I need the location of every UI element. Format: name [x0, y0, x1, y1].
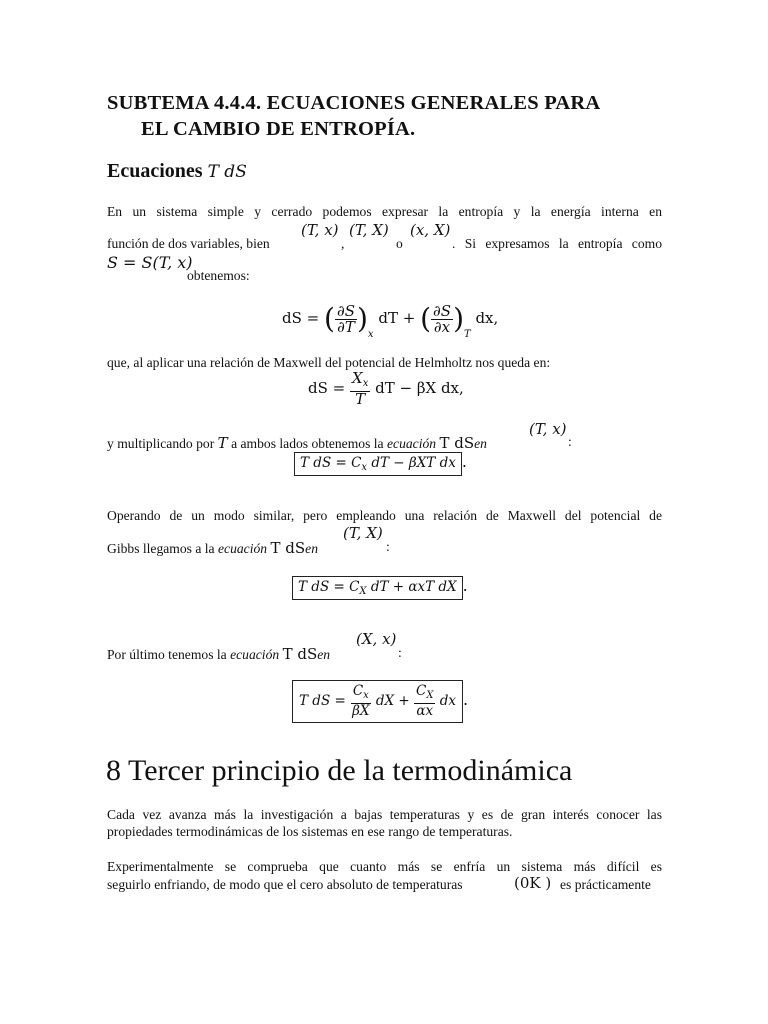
- eq2-den: T: [355, 390, 366, 408]
- eq1-mid: dT +: [378, 309, 416, 327]
- paragraph-6-line-1: Cada vez avanza más la investigación a bajas temperaturas y es de gran interés conocer las: [107, 807, 662, 822]
- vars-T-X-2: (T, X): [343, 524, 383, 542]
- section-title: 8 Tercer principio de la termodinámica: [106, 754, 573, 787]
- subtopic-heading: [107, 90, 662, 142]
- eq1-den2: ∂x: [433, 317, 451, 336]
- subheading-math: T dS: [207, 162, 247, 182]
- vars-t-X: (T, X): [349, 221, 389, 239]
- eq1-num1: ∂S: [336, 301, 355, 320]
- paragraph-1-obtain: obtenemos:: [187, 268, 250, 283]
- equation-5-box: T dS = $\frac{C_x}{\beta X}$ dX + $\frac{C_X}{\alpha x}$ dx .: [292, 680, 468, 723]
- equation-1: dS = ( $\frac{\partial S}{\partial T}$ )$_x$ dT + ( $\frac{\partial S}{\partial x}$ )$_T$ dx,: [282, 301, 499, 340]
- paragraph-1-line-1: En un sistema simple y cerrado podemos expresar la entropía y la energía interna en: [107, 204, 662, 219]
- paragraph-3: y multiplicando por T a ambos lados obtenemos la ecuación T dSen: [107, 434, 487, 452]
- heading-line-1: SUBTEMA 4.4.4. ECUACIONES GENERALES PARA: [107, 92, 601, 114]
- paragraph-7-line-1: Experimentalmente se comprueba que cuanto más se enfría un sistema más difícil es: [107, 859, 662, 874]
- eq2-tail: dT − βX dx,: [375, 379, 464, 397]
- subheading-text: Ecuaciones: [107, 160, 203, 182]
- paragraph-7-line-2b: es prácticamente: [560, 877, 651, 892]
- vars-x-X: (x, X): [410, 221, 451, 239]
- heading-line-2: EL CAMBIO DE ENTROPÍA.: [141, 118, 416, 140]
- paragraph-1-line-2d: . Si expresamos la entropía como: [452, 236, 662, 251]
- paragraph-4-colon: :: [386, 539, 390, 554]
- vars-T-x-2: (T, x): [529, 420, 567, 438]
- paragraph-3-colon: :: [568, 434, 572, 449]
- paragraph-1-line-2a: función de dos variables, bien: [107, 236, 270, 251]
- equation-2: [308, 370, 464, 407]
- eq1-lhs: dS =: [282, 309, 320, 327]
- eq2-lhs: dS =: [308, 379, 346, 397]
- eq1-sub1: x: [367, 329, 374, 340]
- equations-subheading: [107, 160, 247, 183]
- equation-4-box: T dS = $C_X$ dT + αxT dX .: [292, 576, 468, 600]
- vars-X-x: (X, x): [356, 630, 397, 648]
- absolute-zero-math: (0K ): [514, 874, 552, 892]
- eq1-num2: ∂S: [433, 301, 452, 320]
- paragraph-5: Por último tenemos la ecuación T dSen: [107, 645, 331, 663]
- paragraph-4-line-2: Gibbs llegamos a la ecuación T dSen: [107, 539, 318, 557]
- paragraph-7-line-2a: seguirlo enfriando, de modo que el cero absoluto de temperaturas: [107, 877, 463, 892]
- eq2-num: $X_x$: [350, 371, 370, 392]
- paragraph-2: que, al aplicar una relación de Maxwell del potencial de Helmholtz nos queda en:: [107, 355, 551, 370]
- paragraph-5-colon: :: [398, 645, 402, 660]
- eq1-den1: ∂T: [337, 317, 355, 336]
- vars-t-x: (T, x): [301, 221, 339, 239]
- entropy-function: S = S(T, x): [107, 253, 193, 272]
- eq1-tail: dx,: [475, 309, 499, 327]
- equation-3-box: T dS = $C_x$ dT − βXT dx .: [294, 452, 467, 476]
- paragraph-6-line-2: propiedades termodinámicas de los sistemas en ese rango de temperaturas.: [107, 824, 513, 839]
- paragraph-4-line-1: Operando de un modo similar, pero empleando una relación de Maxwell del potencial de: [107, 508, 662, 523]
- paragraph-1-or: o: [396, 236, 403, 251]
- paragraph-1-comma: ,: [341, 236, 345, 251]
- eq1-sub2: T: [464, 329, 471, 340]
